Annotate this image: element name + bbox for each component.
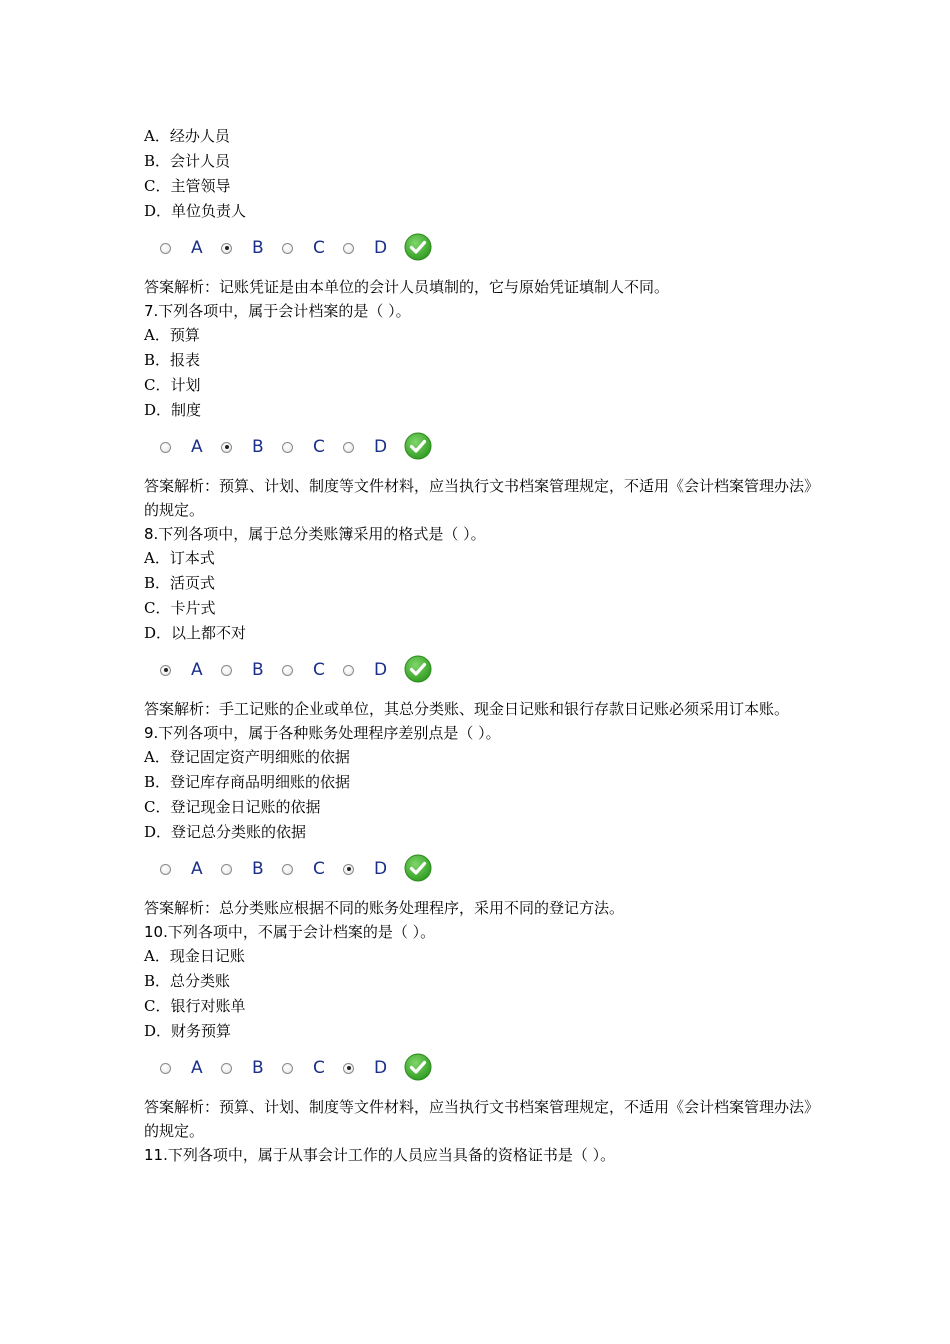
radio-label: C — [313, 859, 325, 879]
answer-analysis: 答案解析：预算、计划、制度等文件材料，应当执行文书档案管理规定，不适用《会计档案管理办法》的规定。 — [144, 1098, 820, 1140]
radio-a[interactable] — [160, 238, 205, 258]
question-text: 7.下列各项中，属于会计档案的是（ ）。 — [144, 302, 411, 320]
question-text: 10.下列各项中，不属于会计档案的是（ ）。 — [144, 923, 436, 941]
radio-label: B — [252, 660, 264, 680]
check-circle-icon — [404, 233, 432, 261]
radio-button[interactable] — [343, 442, 354, 453]
option-d: D．财务预算 — [144, 1022, 232, 1040]
radio-d[interactable] — [343, 238, 388, 258]
radio-c[interactable] — [282, 437, 327, 457]
radio-button[interactable] — [282, 665, 293, 676]
radio-a[interactable] — [160, 859, 205, 879]
radio-label: C — [313, 238, 325, 258]
radio-label: D — [374, 1058, 388, 1078]
option-b: B．活页式 — [144, 574, 216, 592]
radio-button[interactable] — [221, 864, 232, 875]
option-a: A．登记固定资产明细账的依据 — [144, 748, 350, 766]
radio-button-selected[interactable] — [343, 1063, 354, 1074]
question-block-7 — [144, 299, 824, 522]
radio-label: C — [313, 437, 325, 457]
check-circle-icon — [404, 655, 432, 683]
question-block-8 — [144, 522, 824, 721]
radio-button[interactable] — [282, 442, 293, 453]
option-b: B．报表 — [144, 351, 201, 369]
radio-button[interactable] — [343, 243, 354, 254]
option-d: D．制度 — [144, 401, 202, 419]
answer-analysis: 答案解析：预算、计划、制度等文件材料，应当执行文书档案管理规定，不适用《会计档案管理办法》的规定。 — [144, 477, 820, 519]
radio-button[interactable] — [160, 1063, 171, 1074]
radio-label: B — [252, 1058, 264, 1078]
radio-label: A — [191, 238, 203, 258]
radio-button[interactable] — [160, 442, 171, 453]
option-d: D．单位负责人 — [144, 202, 247, 220]
radio-label: A — [191, 660, 203, 680]
radio-button[interactable] — [221, 1063, 232, 1074]
radio-a[interactable] — [160, 1058, 205, 1078]
radio-a[interactable] — [160, 660, 205, 680]
option-d: D．以上都不对 — [144, 624, 247, 642]
answer-radio-group — [144, 1044, 824, 1092]
radio-b[interactable] — [221, 1058, 266, 1078]
radio-label: B — [252, 238, 264, 258]
radio-c[interactable] — [282, 238, 327, 258]
radio-button-selected[interactable] — [160, 665, 171, 676]
option-c: C．卡片式 — [144, 599, 216, 617]
radio-button[interactable] — [160, 864, 171, 875]
answer-radio-group — [144, 224, 824, 272]
radio-label: D — [374, 437, 388, 457]
check-circle-icon — [404, 1053, 432, 1081]
radio-label: A — [191, 1058, 203, 1078]
option-b: B．会计人员 — [144, 152, 231, 170]
radio-button-selected[interactable] — [221, 243, 232, 254]
option-b: B．登记库存商品明细账的依据 — [144, 773, 351, 791]
radio-button[interactable] — [160, 243, 171, 254]
radio-label: B — [252, 437, 264, 457]
check-circle-icon — [404, 854, 432, 882]
radio-label: B — [252, 859, 264, 879]
radio-d[interactable] — [343, 437, 388, 457]
radio-c[interactable] — [282, 660, 327, 680]
question-text-11: 11.下列各项中，属于从事会计工作的人员应当具备的资格证书是（ ）。 — [144, 1146, 616, 1164]
option-a: A．预算 — [144, 326, 200, 344]
answer-radio-group — [144, 423, 824, 471]
option-a: A．现金日记账 — [144, 947, 245, 965]
radio-b[interactable] — [221, 660, 266, 680]
question-text: 9.下列各项中，属于各种账务处理程序差别点是（ ）。 — [144, 724, 501, 742]
answer-analysis: 答案解析：手工记账的企业或单位，其总分类账、现金日记账和银行存款日记账必须采用订本账。 — [144, 700, 790, 718]
answer-analysis: 答案解析：记账凭证是由本单位的会计人员填制的，它与原始凭证填制人不同。 — [144, 278, 670, 296]
radio-label: D — [374, 660, 388, 680]
radio-label: A — [191, 859, 203, 879]
radio-button[interactable] — [282, 1063, 293, 1074]
radio-label: C — [313, 1058, 325, 1078]
radio-label: A — [191, 437, 203, 457]
option-c: C．登记现金日记账的依据 — [144, 798, 321, 816]
question-block-10 — [144, 920, 824, 1143]
radio-b[interactable] — [221, 238, 266, 258]
radio-label: C — [313, 660, 325, 680]
answer-analysis: 答案解析：总分类账应根据不同的账务处理程序，采用不同的登记方法。 — [144, 899, 625, 917]
option-d: D．登记总分类账的依据 — [144, 823, 307, 841]
radio-d[interactable] — [343, 1058, 388, 1078]
option-a: A．订本式 — [144, 549, 215, 567]
radio-b[interactable] — [221, 859, 266, 879]
answer-radio-group — [144, 845, 824, 893]
radio-label: D — [374, 238, 388, 258]
radio-c[interactable] — [282, 859, 327, 879]
radio-label: D — [374, 859, 388, 879]
radio-d[interactable] — [343, 859, 388, 879]
option-a: A．经办人员 — [144, 127, 230, 145]
option-b: B．总分类账 — [144, 972, 231, 990]
quiz-page — [144, 124, 824, 1167]
radio-button[interactable] — [221, 665, 232, 676]
radio-b[interactable] — [221, 437, 266, 457]
option-c: C．银行对账单 — [144, 997, 246, 1015]
radio-button-selected[interactable] — [221, 442, 232, 453]
option-c: C．计划 — [144, 376, 201, 394]
radio-button-selected[interactable] — [343, 864, 354, 875]
question-block-9 — [144, 721, 824, 920]
question-text: 8.下列各项中，属于总分类账簿采用的格式是（ ）。 — [144, 525, 486, 543]
radio-button[interactable] — [343, 665, 354, 676]
radio-button[interactable] — [282, 864, 293, 875]
radio-d[interactable] — [343, 660, 388, 680]
check-circle-icon — [404, 432, 432, 460]
radio-c[interactable] — [282, 1058, 327, 1078]
radio-button[interactable] — [282, 243, 293, 254]
option-c: C．主管领导 — [144, 177, 231, 195]
radio-a[interactable] — [160, 437, 205, 457]
question-block-6 — [144, 124, 824, 299]
answer-radio-group — [144, 646, 824, 694]
